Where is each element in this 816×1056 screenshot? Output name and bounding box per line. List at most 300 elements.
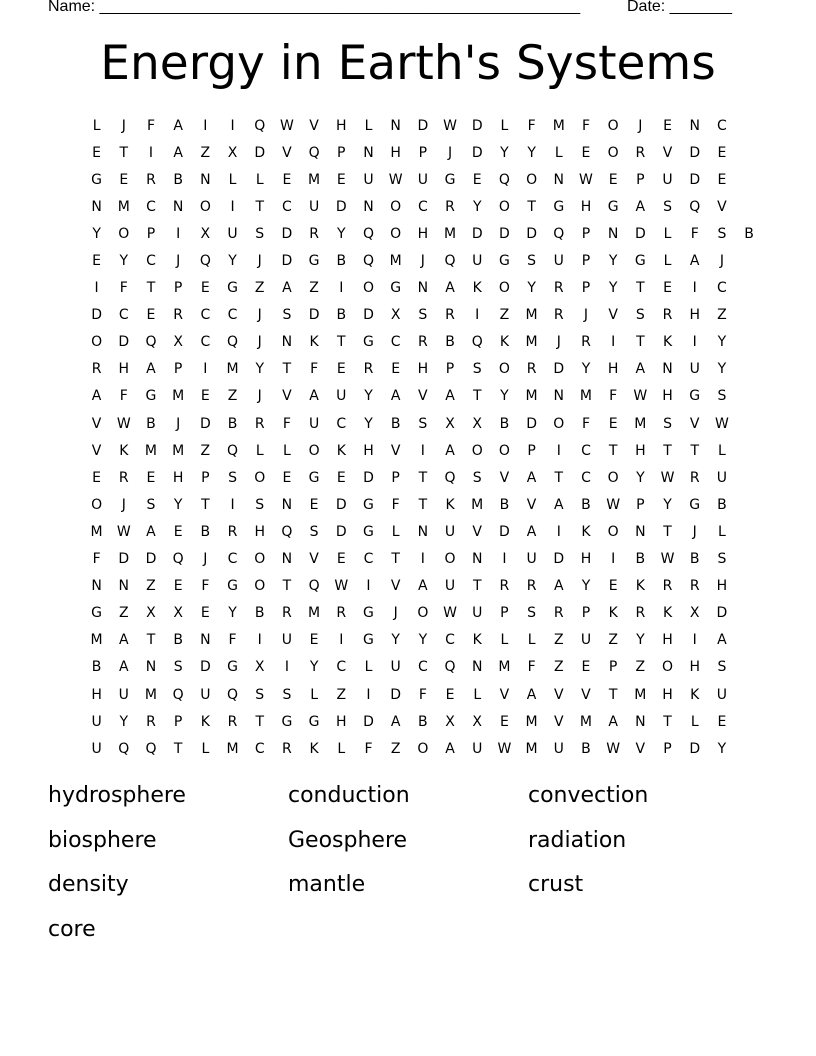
grid-letter: F bbox=[92, 551, 101, 568]
grid-letter: J bbox=[176, 415, 181, 432]
grid-letter: Y bbox=[228, 253, 237, 270]
grid-row bbox=[83, 437, 763, 464]
grid-letter: W bbox=[497, 740, 512, 757]
grid-letter: T bbox=[636, 280, 645, 297]
grid-letter: O bbox=[91, 496, 103, 513]
grid-letter: S bbox=[309, 523, 319, 540]
grid-letter: C bbox=[227, 307, 238, 324]
grid-letter: J bbox=[583, 307, 589, 324]
grid-letter: P bbox=[636, 171, 645, 188]
grid-letter: V bbox=[91, 415, 102, 432]
grid-letter: S bbox=[255, 496, 265, 513]
grid-letter: I bbox=[176, 225, 181, 242]
grid-row bbox=[83, 600, 763, 627]
grid-letter: G bbox=[308, 253, 320, 270]
grid-letter: E bbox=[92, 253, 102, 270]
grid-letter: P bbox=[581, 280, 591, 297]
grid-letter: Q bbox=[444, 253, 456, 270]
grid-letter: B bbox=[336, 253, 347, 270]
grid-letter: W bbox=[443, 605, 457, 622]
grid-letter: E bbox=[663, 117, 672, 134]
grid-letter: X bbox=[445, 713, 455, 730]
grid-letter: E bbox=[309, 632, 319, 649]
grid-letter: H bbox=[91, 686, 102, 703]
grid-letter: I bbox=[339, 280, 344, 297]
grid-row bbox=[83, 654, 763, 681]
grid-letter: O bbox=[417, 740, 429, 757]
grid-letter: A bbox=[445, 740, 455, 757]
grid-letter: A bbox=[526, 686, 537, 703]
grid-letter: N bbox=[118, 578, 130, 595]
grid-letter: E bbox=[472, 171, 482, 188]
grid-letter: I bbox=[611, 334, 616, 351]
header-line bbox=[48, 0, 732, 16]
grid-letter: Y bbox=[119, 713, 129, 730]
grid-letter: D bbox=[716, 605, 728, 622]
grid-letter: D bbox=[91, 307, 102, 324]
grid-letter: Z bbox=[717, 307, 727, 324]
grid-letter: Q bbox=[199, 253, 211, 270]
grid-letter: E bbox=[282, 469, 292, 486]
grid-letter: K bbox=[499, 334, 509, 351]
grid-letter: D bbox=[363, 307, 374, 324]
word-list-item: crust bbox=[528, 872, 584, 897]
grid-letter: D bbox=[199, 415, 211, 432]
grid-row bbox=[83, 139, 763, 166]
grid-letter: Q bbox=[362, 225, 374, 242]
grid-letter: O bbox=[526, 171, 538, 188]
grid-letter: L bbox=[690, 713, 699, 730]
grid-letter: L bbox=[718, 523, 726, 540]
grid-letter: H bbox=[417, 361, 429, 378]
grid-letter: V bbox=[608, 307, 618, 324]
grid-letter: D bbox=[308, 307, 320, 324]
grid-letter: G bbox=[444, 171, 456, 188]
grid-letter: N bbox=[281, 496, 293, 513]
grid-letter: L bbox=[554, 144, 563, 161]
grid-letter: E bbox=[200, 280, 210, 297]
grid-letter: U bbox=[91, 713, 102, 730]
grid-letter: E bbox=[608, 415, 618, 432]
grid-letter: A bbox=[553, 578, 564, 595]
grid-letter: B bbox=[227, 415, 238, 432]
grid-letter: M bbox=[579, 388, 593, 405]
grid-row bbox=[83, 681, 763, 708]
word-list-item: convection bbox=[528, 783, 649, 808]
grid-letter: T bbox=[472, 578, 482, 595]
grid-letter: T bbox=[690, 442, 699, 459]
grid-letter: G bbox=[91, 605, 103, 622]
grid-letter: U bbox=[308, 415, 320, 432]
grid-letter: M bbox=[172, 388, 185, 405]
grid-letter: X bbox=[173, 605, 183, 622]
grid-letter: L bbox=[718, 442, 726, 459]
letter-grid bbox=[83, 112, 763, 762]
grid-letter: S bbox=[717, 551, 727, 568]
grid-letter: R bbox=[118, 469, 129, 486]
grid-letter: D bbox=[553, 551, 565, 568]
grid-letter: P bbox=[500, 605, 509, 622]
grid-letter: A bbox=[553, 496, 564, 513]
grid-letter: G bbox=[145, 388, 157, 405]
grid-letter: J bbox=[121, 117, 126, 134]
grid-letter: F bbox=[391, 496, 400, 513]
grid-letter: U bbox=[716, 686, 728, 703]
grid-letter: K bbox=[662, 605, 673, 622]
grid-letter: H bbox=[635, 442, 646, 459]
grid-row bbox=[83, 247, 763, 274]
grid-letter: K bbox=[662, 334, 673, 351]
grid-letter: R bbox=[254, 415, 265, 432]
grid-letter: N bbox=[200, 171, 211, 188]
grid-letter: N bbox=[91, 578, 102, 595]
grid-letter: I bbox=[203, 361, 208, 378]
grid-letter: N bbox=[662, 361, 673, 378]
grid-letter: B bbox=[418, 713, 428, 730]
grid-letter: B bbox=[336, 307, 347, 324]
grid-letter: C bbox=[445, 632, 455, 649]
grid-letter: R bbox=[445, 198, 455, 215]
grid-letter: O bbox=[607, 144, 619, 161]
grid-letter: E bbox=[92, 469, 102, 486]
grid-letter: I bbox=[203, 117, 208, 134]
grid-letter: N bbox=[281, 334, 293, 351]
grid-letter: F bbox=[527, 117, 536, 134]
grid-letter: E bbox=[581, 144, 591, 161]
grid-letter: R bbox=[445, 307, 455, 324]
grid-letter: B bbox=[499, 415, 510, 432]
grid-letter: E bbox=[608, 171, 618, 188]
grid-letter: C bbox=[200, 307, 211, 324]
grid-letter: I bbox=[692, 632, 697, 649]
grid-letter: R bbox=[146, 171, 156, 188]
grid-letter: F bbox=[581, 117, 590, 134]
grid-letter: J bbox=[257, 334, 262, 351]
grid-letter: D bbox=[471, 144, 483, 161]
grid-letter: E bbox=[499, 713, 509, 730]
grid-letter: Y bbox=[581, 578, 591, 595]
grid-letter: M bbox=[144, 442, 158, 459]
grid-letter: V bbox=[581, 686, 591, 703]
word-list-item: density bbox=[48, 872, 129, 897]
grid-letter: L bbox=[500, 632, 509, 649]
grid-row bbox=[83, 112, 763, 139]
grid-letter: H bbox=[417, 225, 429, 242]
grid-letter: L bbox=[228, 171, 237, 188]
grid-letter: H bbox=[390, 144, 401, 161]
grid-letter: H bbox=[662, 686, 673, 703]
grid-letter: O bbox=[254, 469, 266, 486]
grid-letter: R bbox=[689, 578, 700, 595]
grid-letter: J bbox=[393, 605, 398, 622]
grid-letter: D bbox=[363, 713, 374, 730]
grid-letter: N bbox=[635, 713, 646, 730]
grid-letter: W bbox=[606, 740, 621, 757]
grid-letter: U bbox=[526, 551, 537, 568]
grid-letter: K bbox=[472, 280, 482, 297]
grid-letter: T bbox=[608, 442, 618, 459]
grid-letter: W bbox=[116, 523, 131, 540]
grid-letter: M bbox=[226, 361, 239, 378]
grid-letter: F bbox=[119, 388, 128, 405]
grid-letter: C bbox=[390, 334, 401, 351]
grid-letter: I bbox=[366, 686, 371, 703]
grid-letter: Y bbox=[309, 659, 319, 676]
grid-letter: J bbox=[121, 496, 126, 513]
grid-letter: G bbox=[553, 198, 565, 215]
grid-letter: K bbox=[608, 605, 618, 622]
grid-letter: A bbox=[608, 713, 618, 730]
grid-letter: Q bbox=[362, 253, 374, 270]
grid-letter: Y bbox=[717, 334, 727, 351]
grid-letter: S bbox=[472, 469, 482, 486]
grid-letter: Y bbox=[717, 740, 727, 757]
grid-letter: N bbox=[635, 523, 646, 540]
grid-letter: L bbox=[364, 659, 373, 676]
grid-letter: Q bbox=[172, 686, 184, 703]
grid-letter: H bbox=[118, 361, 130, 378]
grid-letter: Y bbox=[608, 280, 618, 297]
grid-letter: D bbox=[281, 225, 293, 242]
grid-letter: V bbox=[472, 523, 482, 540]
grid-letter: T bbox=[663, 442, 672, 459]
grid-letter: N bbox=[363, 144, 374, 161]
grid-letter: O bbox=[444, 551, 456, 568]
grid-letter: Y bbox=[391, 632, 400, 649]
grid-letter: G bbox=[308, 469, 320, 486]
grid-letter: P bbox=[581, 225, 591, 242]
grid-letter: G bbox=[689, 388, 701, 405]
grid-letter: G bbox=[498, 253, 510, 270]
grid-letter: K bbox=[200, 713, 210, 730]
grid-letter: K bbox=[119, 442, 129, 459]
grid-letter: V bbox=[635, 740, 646, 757]
grid-row bbox=[83, 356, 763, 383]
grid-letter: O bbox=[498, 361, 510, 378]
grid-letter: E bbox=[336, 361, 346, 378]
grid-letter: B bbox=[173, 632, 183, 649]
grid-letter: G bbox=[91, 171, 103, 188]
grid-letter: M bbox=[389, 253, 402, 270]
grid-letter: F bbox=[527, 659, 536, 676]
grid-letter: T bbox=[472, 388, 482, 405]
grid-letter: V bbox=[553, 713, 564, 730]
grid-letter: S bbox=[146, 496, 156, 513]
grid-letter: J bbox=[719, 253, 724, 270]
grid-letter: V bbox=[662, 144, 673, 161]
grid-letter: Q bbox=[281, 523, 293, 540]
grid-letter: D bbox=[417, 117, 429, 134]
grid-letter: R bbox=[91, 361, 102, 378]
grid-letter: J bbox=[257, 253, 262, 270]
grid-letter: W bbox=[606, 496, 621, 513]
grid-letter: I bbox=[284, 659, 289, 676]
grid-letter: P bbox=[663, 740, 672, 757]
word-list-item: conduction bbox=[288, 783, 410, 808]
grid-letter: P bbox=[581, 253, 591, 270]
grid-letter: B bbox=[390, 415, 401, 432]
grid-letter: Y bbox=[228, 605, 237, 622]
grid-letter: L bbox=[527, 632, 536, 649]
grid-letter: S bbox=[717, 659, 727, 676]
grid-letter: I bbox=[230, 198, 235, 215]
grid-letter: L bbox=[92, 117, 101, 134]
grid-letter: Y bbox=[255, 361, 264, 378]
grid-letter: F bbox=[201, 578, 210, 595]
grid-row bbox=[83, 166, 763, 193]
grid-letter: Q bbox=[227, 442, 239, 459]
grid-letter: G bbox=[227, 280, 238, 297]
grid-letter: W bbox=[660, 551, 675, 568]
grid-letter: O bbox=[471, 442, 483, 459]
grid-letter: D bbox=[118, 334, 130, 351]
grid-letter: G bbox=[390, 280, 402, 297]
grid-letter: A bbox=[118, 632, 129, 649]
grid-letter: K bbox=[445, 496, 455, 513]
grid-letter: Q bbox=[471, 334, 483, 351]
grid-letter: Q bbox=[227, 334, 239, 351]
grid-letter: R bbox=[581, 334, 591, 351]
grid-letter: P bbox=[445, 361, 455, 378]
grid-letter: X bbox=[445, 415, 455, 432]
grid-letter: C bbox=[118, 307, 129, 324]
grid-letter: A bbox=[445, 280, 455, 297]
grid-letter: E bbox=[717, 713, 727, 730]
grid-letter: Y bbox=[472, 198, 482, 215]
grid-letter: L bbox=[255, 171, 264, 188]
grid-letter: O bbox=[254, 551, 266, 568]
grid-letter: I bbox=[230, 496, 235, 513]
grid-letter: B bbox=[635, 551, 646, 568]
word-list bbox=[48, 778, 768, 956]
grid-letter: Q bbox=[553, 225, 565, 242]
grid-letter: R bbox=[662, 578, 673, 595]
grid-letter: N bbox=[553, 388, 565, 405]
grid-letter: K bbox=[309, 740, 319, 757]
grid-letter: U bbox=[716, 469, 728, 486]
grid-letter: N bbox=[363, 198, 374, 215]
grid-letter: G bbox=[363, 523, 374, 540]
grid-letter: H bbox=[336, 713, 347, 730]
grid-letter: X bbox=[200, 225, 211, 242]
grid-letter: D bbox=[254, 144, 266, 161]
grid-letter: R bbox=[662, 307, 673, 324]
grid-letter: V bbox=[499, 469, 510, 486]
grid-letter: I bbox=[94, 280, 99, 297]
grid-letter: A bbox=[282, 280, 292, 297]
grid-letter: A bbox=[146, 361, 156, 378]
grid-letter: A bbox=[173, 117, 183, 134]
grid-letter: O bbox=[308, 442, 320, 459]
grid-letter: Z bbox=[254, 280, 265, 297]
grid-letter: R bbox=[553, 280, 564, 297]
grid-letter: U bbox=[118, 686, 129, 703]
grid-letter: A bbox=[118, 659, 129, 676]
grid-letter: T bbox=[201, 496, 210, 513]
grid-letter: S bbox=[255, 225, 265, 242]
grid-row bbox=[83, 491, 763, 518]
grid-letter: R bbox=[282, 605, 292, 622]
grid-letter: L bbox=[201, 740, 210, 757]
grid-letter: T bbox=[282, 578, 292, 595]
grid-letter: J bbox=[257, 307, 262, 324]
grid-letter: C bbox=[282, 198, 292, 215]
grid-letter: Z bbox=[553, 659, 564, 676]
grid-letter: E bbox=[336, 551, 346, 568]
grid-letter: D bbox=[471, 225, 483, 242]
grid-letter: P bbox=[173, 713, 183, 730]
grid-letter: M bbox=[117, 198, 130, 215]
grid-letter: Q bbox=[444, 469, 456, 486]
grid-letter: R bbox=[282, 740, 292, 757]
grid-row bbox=[83, 410, 763, 437]
grid-letter: P bbox=[146, 225, 156, 242]
grid-letter: Y bbox=[92, 225, 101, 242]
grid-row bbox=[83, 193, 763, 220]
grid-letter: D bbox=[335, 523, 347, 540]
grid-letter: T bbox=[146, 280, 156, 297]
grid-letter: R bbox=[146, 713, 156, 730]
grid-letter: E bbox=[336, 469, 346, 486]
grid-letter: R bbox=[173, 307, 184, 324]
grid-letter: Q bbox=[254, 117, 266, 134]
grid-letter: H bbox=[716, 578, 728, 595]
grid-letter: X bbox=[254, 659, 265, 676]
grid-letter: K bbox=[635, 578, 645, 595]
grid-letter: K bbox=[690, 686, 700, 703]
grid-letter: P bbox=[337, 144, 346, 161]
grid-letter: O bbox=[553, 415, 565, 432]
grid-letter: U bbox=[390, 659, 401, 676]
grid-letter: Y bbox=[663, 496, 672, 513]
grid-letter: U bbox=[91, 740, 102, 757]
grid-letter: U bbox=[227, 225, 238, 242]
grid-letter: E bbox=[282, 171, 292, 188]
grid-letter: E bbox=[717, 144, 727, 161]
grid-letter: M bbox=[525, 388, 538, 405]
grid-letter: B bbox=[499, 496, 510, 513]
grid-letter: S bbox=[418, 307, 428, 324]
grid-letter: Q bbox=[145, 740, 157, 757]
grid-letter: P bbox=[527, 442, 536, 459]
grid-letter: I bbox=[556, 523, 561, 540]
grid-letter: I bbox=[611, 551, 616, 568]
grid-letter: M bbox=[498, 659, 511, 676]
grid-letter: U bbox=[444, 578, 456, 595]
grid-letter: A bbox=[526, 523, 537, 540]
grid-letter: C bbox=[200, 334, 211, 351]
grid-letter: M bbox=[634, 415, 647, 432]
grid-letter: N bbox=[145, 659, 157, 676]
grid-letter: L bbox=[391, 523, 400, 540]
grid-letter: R bbox=[227, 523, 238, 540]
grid-letter: S bbox=[663, 415, 672, 432]
grid-letter: M bbox=[525, 713, 538, 730]
grid-letter: O bbox=[662, 659, 674, 676]
grid-letter: A bbox=[445, 442, 455, 459]
grid-letter: I bbox=[148, 144, 154, 161]
grid-letter: D bbox=[689, 171, 701, 188]
grid-letter: Y bbox=[581, 361, 591, 378]
grid-letter: V bbox=[526, 496, 537, 513]
grid-letter: Y bbox=[500, 388, 509, 405]
grid-letter: R bbox=[309, 225, 319, 242]
grid-row bbox=[83, 329, 763, 356]
grid-letter: D bbox=[499, 225, 510, 242]
grid-letter: T bbox=[173, 740, 183, 757]
grid-letter: T bbox=[418, 496, 428, 513]
grid-row bbox=[83, 735, 763, 762]
